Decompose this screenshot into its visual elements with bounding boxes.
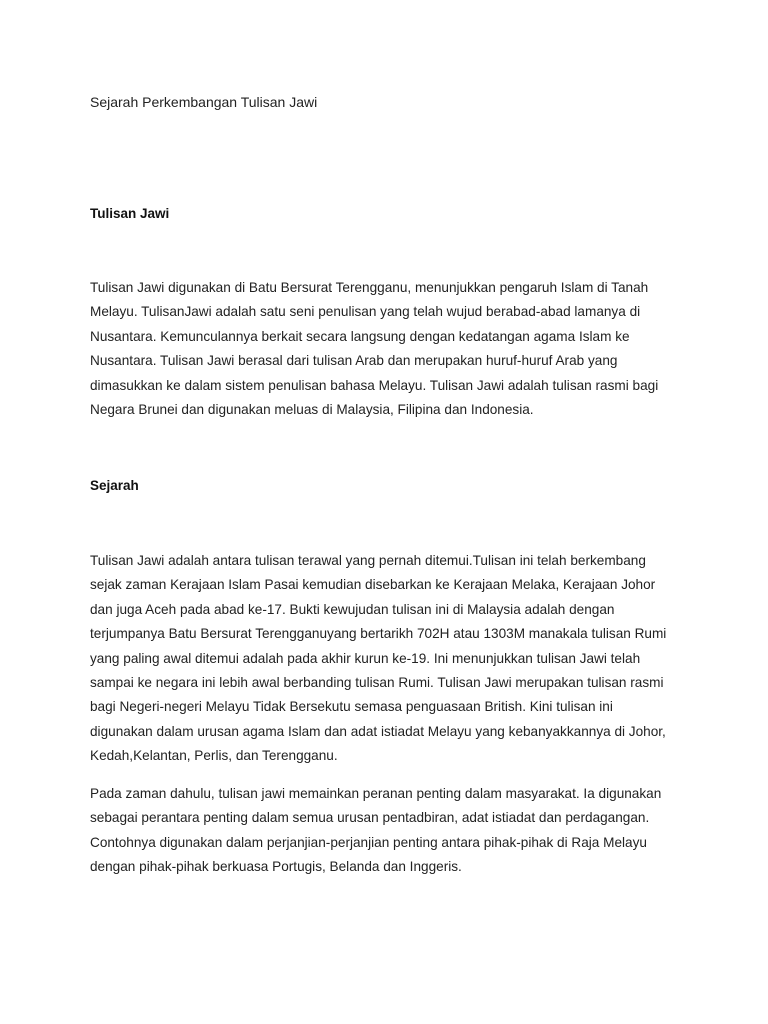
paragraph-line: Nusantara. Kemunculannya berkait secara langsung dengan kedatangan agama Islam ke bbox=[90, 328, 630, 344]
paragraph-line: Negara Brunei dan digunakan meluas di Malaysia, Filipina dan Indonesia. bbox=[90, 402, 534, 418]
paragraph-line: Pada zaman dahulu, tulisan jawi memainkan peranan penting dalam masyarakat. Ia digunakan bbox=[90, 786, 662, 801]
paragraph-line: sejak zaman Kerajaan Islam Pasai kemudian disebarkan ke Kerajaan Melaka, Kerajaan Johor bbox=[90, 577, 656, 593]
paragraph-line: dan juga Aceh pada abad ke-17. Bukti kewujudan tulisan ini di Malaysia adalah dengan bbox=[90, 601, 615, 617]
paragraph-line: dengan pihak-pihak berkuasa Portugis, Belanda dan Inggeris. bbox=[90, 859, 462, 875]
paragraph-line: digunakan dalam urusan agama Islam dan adat istiadat Melayu yang kebanyakkannya di Johor, bbox=[90, 723, 666, 739]
paragraph-line: Tulisan Jawi adalah antara tulisan terawal yang pernah ditemui.Tulisan ini telah berkembang bbox=[90, 553, 646, 568]
section-heading-tulisan-jawi: Tulisan Jawi bbox=[90, 206, 170, 221]
paragraph-line: sampai ke negara ini lebih awal berbanding tulisan Rumi. Tulisan Jawi merupakan tulisan rasmi bbox=[90, 675, 664, 691]
paragraph-line: Nusantara. Tulisan Jawi berasal dari tulisan Arab dan merupakan huruf-huruf Arab yang bbox=[90, 353, 618, 369]
paragraph-line: Contohnya digunakan dalam perjanjian-perjanjian penting antara pihak-pihak di Raja Melayu bbox=[90, 834, 647, 850]
section-heading-sejarah: Sejarah bbox=[90, 478, 139, 493]
paragraph-tulisan-jawi bbox=[90, 276, 690, 422]
document-title: Sejarah Perkembangan Tulisan Jawi bbox=[90, 94, 318, 110]
paragraph-line: terjumpanya Batu Bersurat Terengganuyang bertarikh 702H atau 1303M manakala tulisan Rumi bbox=[90, 626, 667, 642]
paragraph-line: dimasukkan ke dalam sistem penulisan bahasa Melayu. Tulisan Jawi adalah tulisan rasmi bagi bbox=[90, 377, 659, 393]
paragraph-line: Tulisan Jawi digunakan di Batu Bersurat Terengganu, menunjukkan pengaruh Islam di Tanah bbox=[90, 280, 649, 295]
paragraph-line: yang paling awal ditemui adalah pada akhir kurun ke-19. Ini menunjukkan tulisan Jawi telah bbox=[90, 650, 641, 666]
paragraph-sejarah-2 bbox=[90, 782, 690, 880]
paragraph-line: bagi Negeri-negeri Melayu Tidak Bersekutu semasa penguasaan British. Kini tulisan ini bbox=[90, 699, 613, 715]
paragraph-line: Melayu. TulisanJawi adalah satu seni penulisan yang telah wujud berabad-abad lamanya di bbox=[90, 304, 641, 320]
paragraph-line: sebagai perantara penting dalam semua urusan pentadbiran, adat istiadat dan perdagangan. bbox=[90, 810, 650, 826]
paragraph-sejarah-1 bbox=[90, 549, 690, 769]
paragraph-line: Kedah,Kelantan, Perlis, dan Terengganu. bbox=[90, 748, 338, 764]
